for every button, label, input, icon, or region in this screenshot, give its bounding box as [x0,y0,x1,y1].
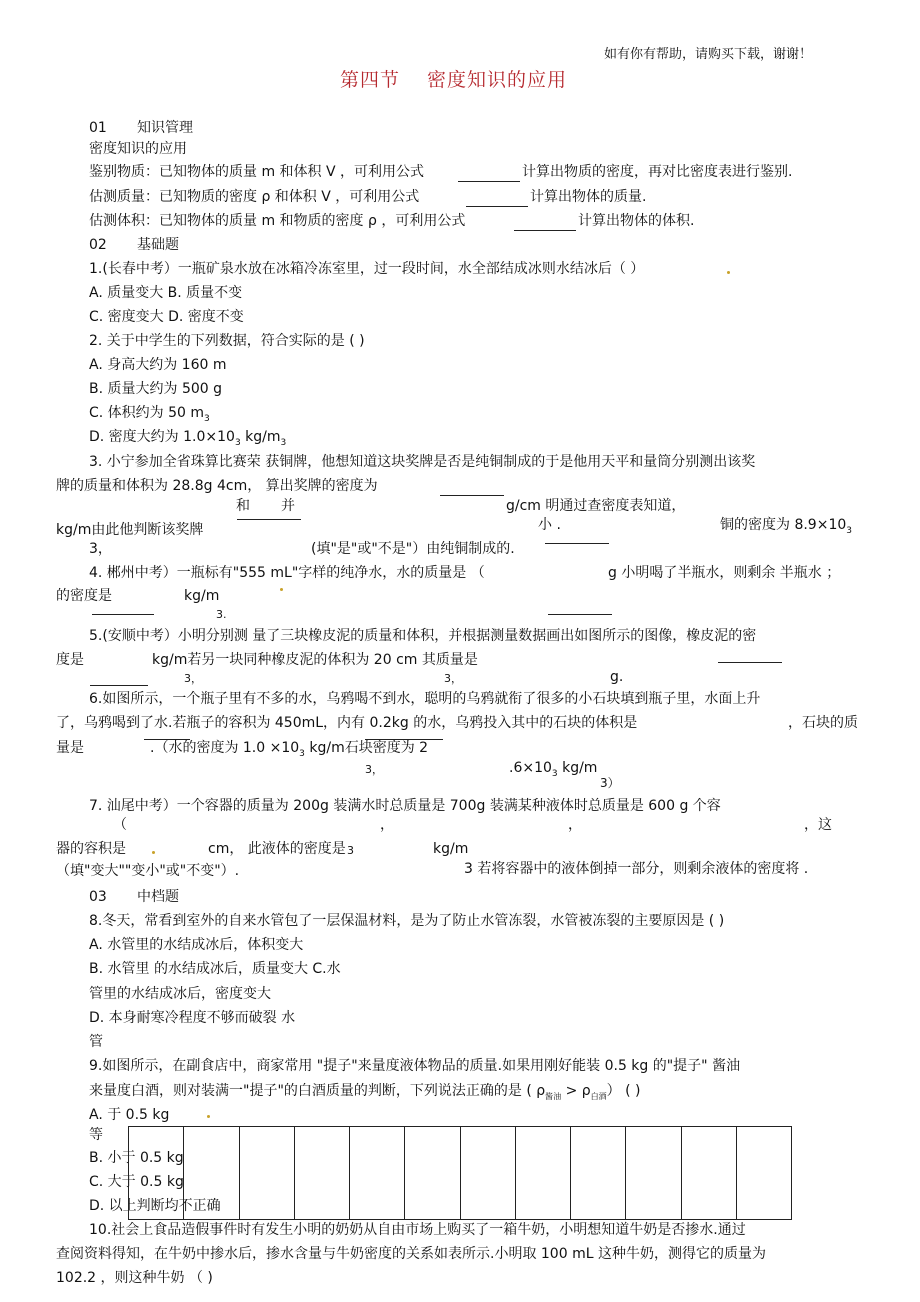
knowledge-line-2: 估测质量：已知物质的密度 ρ 和体积 V ，可利用公式 [89,189,420,205]
q3-line-5-start: 3， [89,541,112,557]
blank-q4-mass[interactable] [92,614,154,615]
knowledge-topic: 密度知识的应用 [89,141,187,157]
section-01-number: 01 [89,120,107,136]
q4-line-1: 4. 郴州中考）一瓶标有"555 mL"字样的纯净水，水的质量是 （ [89,565,485,581]
q7-line-1: 7. 汕尾中考）一个容器的质量为 200g 装满水时总质量是 700g 装满某种液体时总质量是 600 g 个容 [89,798,721,814]
q5-line-2: 度是 [56,652,84,668]
blank-formula-3[interactable] [514,230,576,231]
table-cell [682,1127,737,1219]
q3-line-1: 3. 小宁参加全省珠算比赛荣 获铜牌，他想知道这块奖牌是否是纯铜制成的于是他用天平和量筒分别测出该奖 [89,454,756,470]
q3-line-2: 牌的质量和体积为 28.8g 4cm， 算出奖牌的密度为 [56,478,378,494]
q8-option-b: B. 水管里 的水结成冰后，质量变大 C.水 [89,961,341,977]
q7-this: ，这 [804,817,832,833]
blank-q4-density[interactable] [548,614,612,615]
q7-line-3-mid: cm， 此液体的密度是 [208,841,346,857]
q10-line-2: 查阅资料得知，在牛奶中掺水后，掺水含量与牛奶密度的关系如表所示.小明取 100 mL 这种牛奶，测得它的质量为 [56,1246,766,1262]
q10-line-1: 10.社会上食品造假事件时有发生小明的奶奶从自由市场上购买了一箱牛奶，小明想知道牛奶是否掺水.通过 [89,1222,746,1238]
table-cell [129,1127,184,1219]
speck-dot [207,1115,210,1118]
q3-line-5: (填"是"或"不是"）由纯铜制成的. [311,541,515,557]
knowledge-line-3-end: 计算出物体的体积. [578,213,695,229]
blank-q5-mass[interactable] [718,662,782,663]
knowledge-line-2-end: 计算出物体的质量. [530,189,647,205]
blank-q6-mass[interactable] [365,739,443,740]
q7-paren: （ [113,817,127,833]
q3-line-2-end: g/cm 明通过查密度表知道， [506,498,686,514]
q5-sup-2: 3， [444,672,462,685]
q9-option-a-cont: 等 [89,1127,103,1143]
q6-line-2: 了，乌鸦喝到了水.若瓶子的容积为 450mL，内有 0.2kg 的水，乌鸦投入其中的石块的体积是 [56,715,638,731]
q2-stem: 2. 关于中学生的下列数据，符合实际的是 ( ) [89,333,365,349]
q9-option-b: B. 小于 0.5 kg [89,1150,184,1166]
q6-line-4: $.6\times 10_3$ kg/m [509,760,598,779]
q5-line-2-mid: kg/m若另一块同种橡皮泥的体积为 20 cm 其质量是 [152,652,478,668]
q3-and-2: 并 [281,498,295,514]
q10-line-3: 102.2 ，则这种牛奶 （ ) [56,1270,213,1286]
knowledge-line-1-end: 计算出物质的密度，再对比密度表进行鉴别. [522,164,793,180]
q7-comma-2: ， [568,817,582,833]
q7-line-3: 器的容积是 [56,841,126,857]
q3-line-4: kg/m由此他判断该奖牌 [56,522,204,538]
q6-line-3: 量是 [56,740,84,756]
speck-dot [727,271,730,274]
q5-sup-1: 3， [184,672,202,685]
q4-line-1-end: g 小明喝了半瓶水，则剩余 半瓶水 ； [608,565,841,581]
section-03-number: 03 [89,889,107,905]
q5-line-1: 5.(安顺中考）小明分别测 量了三块橡皮泥的质量和体积，并根据测量数据画出如图所示的图像，橡皮泥的密 [89,628,757,644]
table-cell [737,1127,791,1219]
q7-comma-1: ， [380,817,394,833]
q8-option-d-cont: 管 [89,1034,103,1050]
q4-line-2: 的密度是 [56,588,112,604]
table-cell [461,1127,516,1219]
q2-option-b: B. 质量大约为 500 g [89,381,223,397]
data-table-grid [128,1126,792,1220]
table-cell [516,1127,571,1219]
blank-q5-density[interactable] [90,685,148,686]
knowledge-line-3: 估测体积：已知物体的质量 m 和物质的密度 ρ ，可利用公式 [89,213,466,229]
table-cell [405,1127,460,1219]
q1-stem: 1.(长春中考）一瓶矿泉水放在冰箱冷冻室里，过一段时间，水全部结成冰则水结冰后（ ） [89,261,645,277]
page-title: 第四节 密度知识的应用 [340,69,568,91]
blank-formula-2[interactable] [466,206,528,207]
speck-dot [152,851,155,854]
q7-line-4-end: 3 若将容器中的液体倒掉一部分，则剩余液体的密度将 . [464,861,809,877]
q3-small: 小 . [538,517,561,533]
q4-unit: kg/m [184,588,220,604]
q2-option-a: A. 身高大约为 160 m [89,357,227,373]
section-01-label: 知识管理 [137,120,193,136]
knowledge-line-1: 鉴别物质：已知物体的质量 m 和体积 V ，可利用公式 [89,164,425,180]
blank-q3-and[interactable] [237,519,301,520]
q6-line-2-end: ，石块的质 [788,715,858,731]
q2-option-c: C. 体积约为 50 $m_3$ [89,405,210,424]
header-note: 如有你有帮助，请购买下载，谢谢！ [604,47,813,62]
blank-q3-density[interactable] [440,495,504,496]
q8-stem: 8.冬天，常看到室外的自来水管包了一层保温材料，是为了防止水管冻裂，水管被冻裂的主要原因是 ( ) [89,913,725,929]
q7-unit: kg/m [433,841,469,857]
q4-line-2-end: 3. [216,608,227,621]
section-03-label: 中档题 [137,889,179,905]
q3-copper-density: 铜的密度为 $8.9\times 10_3$ [720,517,852,536]
q9-option-a: A. 于 0.5 kg [89,1107,170,1123]
q7-sup-1: 3 [347,844,354,857]
section-02-label: 基础题 [137,237,179,253]
q5-line-2-end: g. [610,669,624,685]
table-cell [240,1127,295,1219]
q3-and: 和 [236,498,250,514]
table-cell [295,1127,350,1219]
q2-option-d: D. 密度大约为 $1.0\times 10_3$ $kg/m_3$ [89,429,287,448]
blank-formula-1[interactable] [458,181,520,182]
q9-line-2: 来量度白酒，则对装满一"提子"的白酒质量的判断，下列说法正确的是 ( $\rho_{酱油} > \rho_{白酒}$） ( ) [89,1083,641,1101]
q6-line-1: 6.如图所示，一个瓶子里有不多的水，乌鸦喝不到水，聪明的乌鸦就衔了很多的小石块填到瓶子里，水面上升 [89,691,761,707]
table-cell [571,1127,626,1219]
q1-options-ab: A. 质量变大 B. 质量不变 [89,285,243,301]
q8-option-a: A. 水管里的水结成冰后，体积变大 [89,937,304,953]
q7-line-4: （填"变大""变小"或"不变"）. [56,863,240,879]
q6-line-3-mid: .（水的密度为 $1.0 \times 10_3$ kg/m石块密度为 2 [150,740,429,759]
q8-option-d: D. 本身耐寒冷程度不够而破裂 水 [89,1010,296,1026]
q1-options-cd: C. 密度变大 D. 密度不变 [89,309,244,325]
q9-line-1: 9.如图所示，在副食店中，商家常用 "提子"来量度液体物品的质量.如果用刚好能装 0.5 kg 的"提子" 酱油 [89,1058,741,1074]
q9-option-c: C. 大于 0.5 kg [89,1174,184,1190]
table-cell [626,1127,681,1219]
q6-sup: 3， [365,763,383,776]
table-cell [184,1127,239,1219]
q9-option-d: D. 以上判断均不正确 [89,1198,221,1214]
section-02-number: 02 [89,237,107,253]
q8-option-b-cont: 管里的水结成冰后，密度变大 [89,986,271,1002]
blank-q3-judgment[interactable] [545,543,609,544]
table-cell [350,1127,405,1219]
speck-dot [280,588,283,591]
q6-line-5: 3） [600,776,620,790]
